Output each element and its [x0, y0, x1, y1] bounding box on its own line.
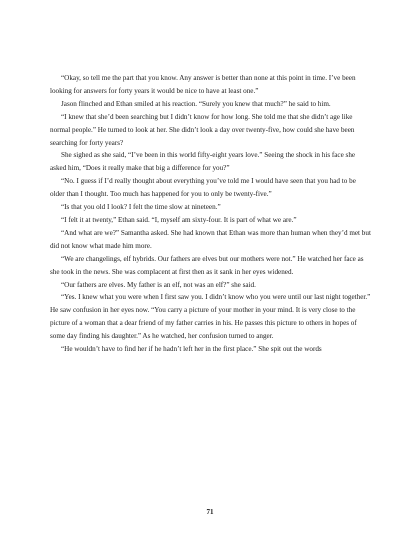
paragraph-4: She sighed as she said, “I’ve been in this world fifty-eight years love.” Seeing the shock in his face she asked him, “Does it really make that big a difference for you?”: [50, 151, 356, 173]
paragraph-11: “Yes. I knew what you were when I first saw you. I didn’t know who you were until our last night together.” He saw confusion in her eyes now. “You carry a picture of your mother in your mind. It is very close to the picture of a woman that a dear friend of my father carries in his. He passes this picture to others in hopes of some day finding his daughter.” As he watched, her confusion turned to anger.: [50, 293, 371, 341]
paragraph-9: “We are changelings, elf hybrids. Our fathers are elves but our mothers were not.” He watched her face as she took in the news. She was complacent at first then as it sank in her eyes widened.: [50, 254, 364, 276]
paragraph-7: “I felt it at twenty,” Ethan said. “I, myself am sixty-four. It is part of what we are.”: [61, 215, 297, 224]
paragraph-8: “And what are we?” Samantha asked. She had known that Ethan was more than human when they’d met but did not know what made him more.: [50, 228, 371, 250]
paragraph-10: “Our fathers are elves. My father is an elf, not was an elf?” she said.: [61, 280, 256, 289]
paragraph-6: “Is that you old I look? I felt the time slow at nineteen.”: [61, 203, 221, 212]
paragraph-1: “Okay, so tell me the part that you know. Any answer is better than none at this point in time. I’ve been looking for answers for forty years it would be nice to have at least one.”: [50, 74, 356, 95]
body-text: [50, 72, 372, 356]
paragraph-12: “He wouldn’t have to find her if he hadn’t left her in the first place.” She spit out the words: [61, 345, 322, 354]
paragraph-5: “No. I guess if I’d really thought about everything you’ve told me I would have seen that you had to be older than I thought. Too much has happened for you to only be twenty-five.”: [50, 177, 356, 199]
paragraph-2: Jason flinched and Ethan smiled at his reaction. “Surely you knew that much?” he said to him.: [61, 99, 331, 108]
page-number: 71: [206, 508, 214, 516]
paragraph-3: “I knew that she’d been searching but I didn’t know for how long. She told me that she didn’t age like normal people.” He turned to look at her. She didn’t look a day over twenty-five, how could she have been searching for forty years?: [50, 112, 355, 147]
